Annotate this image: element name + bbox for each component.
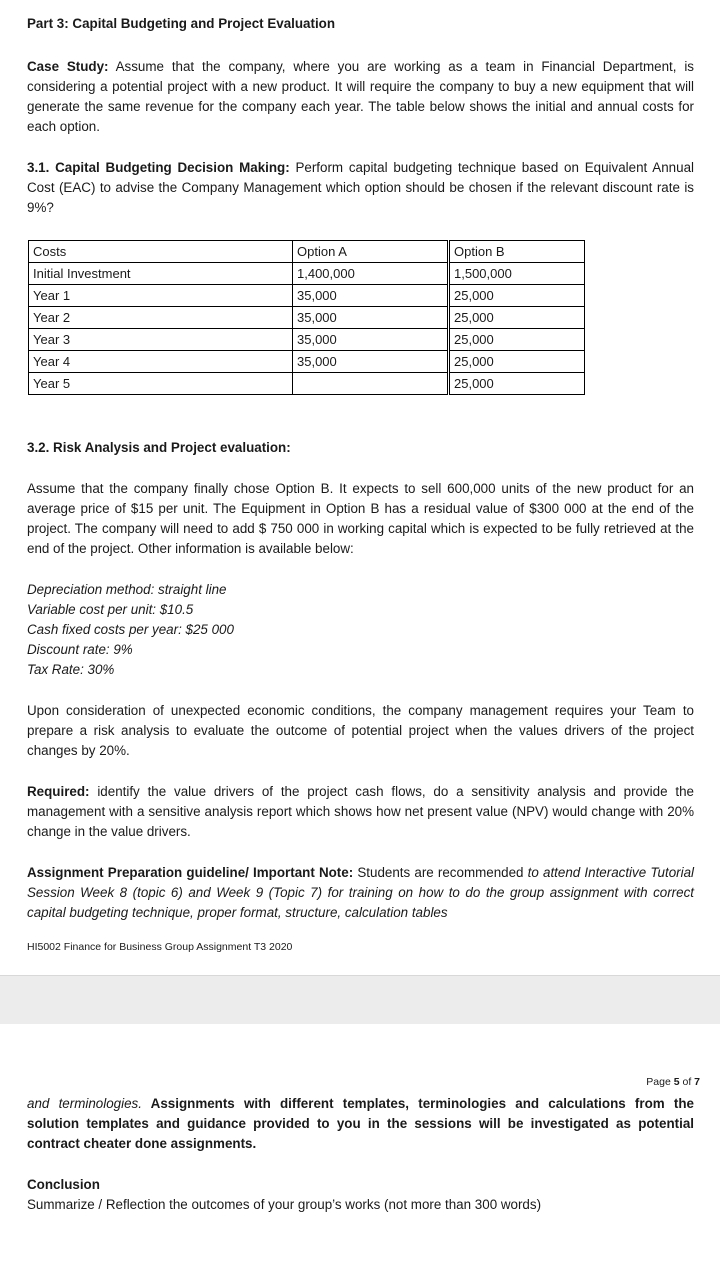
page-number-prefix: Page (646, 1076, 674, 1088)
table-cell (293, 373, 449, 395)
info-discount-rate: Discount rate: 9% (27, 642, 133, 657)
table-cell: 25,000 (449, 285, 585, 307)
info-depreciation: Depreciation method: straight line (27, 582, 227, 597)
continuation-paragraph (27, 1094, 694, 1154)
conclusion-section (27, 1175, 694, 1215)
table-row (29, 307, 585, 329)
table-cell: Year 3 (29, 329, 293, 351)
page-number-total: 7 (694, 1076, 700, 1088)
table-cell: 25,000 (449, 329, 585, 351)
page-number-of: of (679, 1076, 695, 1088)
table-row (29, 351, 585, 373)
continuation-bold: Assignments with different templates, terminologies and calculations from the solution templates and guidance provided to you in the sessions will be investigated as potential contract cheater done assignments. (27, 1096, 695, 1151)
page-number (646, 1076, 700, 1088)
page-separator (0, 975, 720, 1025)
table-row (29, 329, 585, 351)
info-fixed-costs: Cash fixed costs per year: $25 000 (27, 622, 234, 637)
table-row (29, 285, 585, 307)
project-info-list (27, 580, 694, 680)
section-3-1-paragraph (27, 158, 694, 218)
table-header-row (29, 241, 585, 263)
table-cell: Year 2 (29, 307, 293, 329)
table-cell: 1,500,000 (449, 263, 585, 285)
case-study-text: Assume that the company, where you are working as a team in Financial Department, is considering a potential project with a new product. It will require the company to buy a new equipment that will generate the same revenue for the company each year. The table below shows the initial and annual costs for each option. (27, 59, 694, 134)
table-header-cell: Option B (449, 241, 585, 263)
required-label: Required: (27, 784, 90, 799)
info-tax-rate: Tax Rate: 30% (27, 662, 115, 677)
table-row (29, 263, 585, 285)
section-3-1-label: 3.1. Capital Budgeting Decision Making: (27, 160, 290, 175)
table-cell: Year 4 (29, 351, 293, 373)
conclusion-title: Conclusion (27, 1177, 100, 1192)
info-variable-cost: Variable cost per unit: $10.5 (27, 602, 194, 617)
part-title: Part 3: Capital Budgeting and Project Evaluation (27, 16, 336, 31)
table-header-cell: Costs (29, 241, 293, 263)
section-3-2-paragraph: Assume that the company finally chose Option B. It expects to sell 600,000 units of the new product for an average price of $15 per unit. The Equipment in Option B has a residual value of $300 000 at the end of the project. The company will need to add $ 750 000 in working capital which is expected to be fully retrieved at the end of the project. Other information is available below: (27, 481, 694, 556)
section-3-2-title: 3.2. Risk Analysis and Project evaluation: (27, 440, 291, 455)
guideline-paragraph (27, 863, 694, 923)
table-cell: Initial Investment (29, 263, 293, 285)
table-cell: 25,000 (449, 307, 585, 329)
conclusion-text: Summarize / Reflection the outcomes of your group’s works (not more than 300 words) (27, 1197, 542, 1212)
page-number-current: 5 (673, 1076, 680, 1088)
table-row (29, 373, 585, 395)
table-cell: 35,000 (293, 285, 449, 307)
table-cell: 35,000 (293, 351, 449, 373)
table-header-cell: Option A (293, 241, 449, 263)
case-study-paragraph (27, 57, 694, 137)
table-cell: 1,400,000 (293, 263, 449, 285)
case-study-label: Case Study: (27, 59, 109, 74)
guideline-text-italic: to attend Interactive Tutorial Session Week 8 (topic 6) and Week 9 (Topic 7) for training on how to do the group assignment with correct capital budgeting technique, proper format, structure, calculation tables (27, 865, 695, 920)
risk-analysis-paragraph: Upon consideration of unexpected economic conditions, the company management requires your Team to prepare a risk analysis to evaluate the outcome of potential project when the values drivers of the project changes by 20%. (27, 703, 694, 758)
table-cell: 35,000 (293, 329, 449, 351)
table-cell: Year 1 (29, 285, 293, 307)
required-text: identify the value drivers of the project cash flows, do a sensitivity analysis and provide the management with a sensitive analysis report which shows how net present value (NPV) would change with 20% change in the value drivers. (27, 784, 694, 839)
page-footer: HI5002 Finance for Business Group Assignment T3 2020 (27, 941, 293, 953)
table-cell: Year 5 (29, 373, 293, 395)
table-cell: 35,000 (293, 307, 449, 329)
guideline-label: Assignment Preparation guideline/ Important Note: (27, 865, 354, 880)
costs-table (28, 240, 585, 395)
required-paragraph (27, 782, 694, 842)
table-cell: 25,000 (449, 373, 585, 395)
section-3-1-text: Perform capital budgeting technique based on Equivalent Annual Cost (EAC) to advise the Company Management which option should be chosen if the relevant discount rate is 9%? (27, 160, 694, 215)
table-cell: 25,000 (449, 351, 585, 373)
continuation-italic: and terminologies. (27, 1096, 142, 1111)
guideline-text-intro: Students are recommended (353, 865, 528, 880)
